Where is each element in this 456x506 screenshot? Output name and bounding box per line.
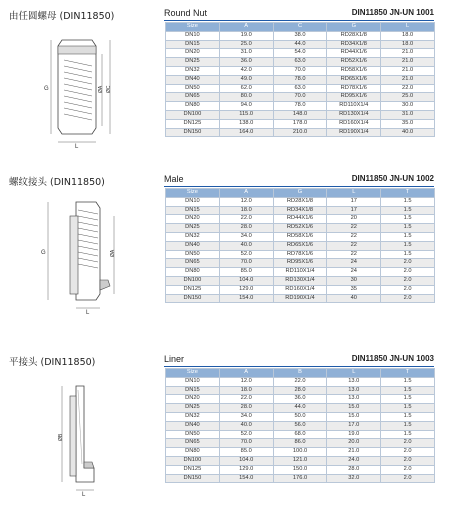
table-cell: 40 [327,294,381,303]
column-header: L [327,369,381,378]
table-cell: DN15 [166,386,220,395]
section-en-title: Male [164,174,184,184]
table-cell: 1.5 [381,241,435,250]
table-cell: RD95X1/6 [327,93,381,102]
table-row [166,259,435,268]
table-cell: RD52X1/6 [273,224,327,233]
table-cell: RD44X1/6 [327,49,381,58]
table-row [166,430,435,439]
table-cell: 1.5 [381,430,435,439]
column-header: T [381,369,435,378]
table-cell: 40.0 [219,241,273,250]
table-cell: 35 [327,285,381,294]
table-cell: 49.0 [219,75,273,84]
table-cell: 17.0 [327,421,381,430]
table-row [166,49,435,58]
table-cell: DN100 [166,276,220,285]
table-cell: DN50 [166,250,220,259]
table-row [166,215,435,224]
table-cell: 20 [327,215,381,224]
table-cell: DN100 [166,110,220,119]
liner-table [165,368,435,483]
table-cell: DN15 [166,40,220,49]
table-cell: DN125 [166,465,220,474]
table-cell: 19.0 [219,31,273,40]
drawing-label-a: ØA [110,249,116,257]
table-cell: RD78X1/6 [273,250,327,259]
table-cell: 40.0 [219,421,273,430]
table-row [166,93,435,102]
section-code: DIN11850 JN-UN 1001 [351,8,434,17]
table-cell: 1.5 [381,377,435,386]
table-cell: RD130X1/4 [273,276,327,285]
table-cell: 68.0 [273,430,327,439]
liner-drawing [34,378,124,498]
table-cell: 24 [327,268,381,277]
table-row [166,377,435,386]
table-cell: DN32 [166,412,220,421]
section-en-title: Liner [164,354,185,364]
column-header: B [273,369,327,378]
table-cell: DN80 [166,102,220,111]
table-cell: 148.0 [273,110,327,119]
table-cell: 22.0 [381,84,435,93]
table-cell: 129.0 [219,465,273,474]
table-cell: 25.0 [381,93,435,102]
table-cell: 85.0 [219,268,273,277]
section-code: DIN11850 JN-UN 1002 [351,174,434,183]
table-cell: 2.0 [381,276,435,285]
table-cell: 12.0 [219,197,273,206]
table-cell: 36.0 [219,58,273,67]
table-row [166,412,435,421]
table-cell: 210.0 [273,128,327,137]
table-cell: 28.0 [327,465,381,474]
table-cell: DN125 [166,119,220,128]
table-row [166,102,435,111]
table-cell: 176.0 [273,474,327,483]
table-cell: 2.0 [381,448,435,457]
table-cell: 129.0 [219,285,273,294]
table-row [166,395,435,404]
drawing-label-g: G [41,250,46,256]
table-cell: 94.0 [219,102,273,111]
table-cell: 52.0 [219,250,273,259]
table-cell: 13.0 [327,377,381,386]
table-cell: DN15 [166,206,220,215]
table-cell: 18.0 [219,386,273,395]
table-row [166,439,435,448]
table-cell: 80.0 [219,93,273,102]
table-cell: 25.0 [219,40,273,49]
table-cell: 1.5 [381,386,435,395]
table-row [166,31,435,40]
table-row [166,206,435,215]
table-header-row [166,23,435,32]
table-cell: RD190X1/4 [327,128,381,137]
table-cell: 13.0 [327,386,381,395]
table-cell: DN25 [166,404,220,413]
table-row [166,404,435,413]
table-cell: DN20 [166,49,220,58]
table-row [166,268,435,277]
table-cell: 17 [327,197,381,206]
table-cell: 30.0 [381,102,435,111]
column-header: A [219,369,273,378]
table-cell: 12.0 [219,377,273,386]
table-cell: 2.0 [381,439,435,448]
table-cell: RD95X1/6 [273,259,327,268]
table-cell: DN150 [166,294,220,303]
table-cell: DN25 [166,58,220,67]
table-cell: RD160X1/4 [327,119,381,128]
table-cell: 42.0 [219,66,273,75]
section-cn-title: 螺纹接头 (DIN11850) [9,177,105,188]
table-cell: 34.0 [219,232,273,241]
table-cell: 22.0 [219,215,273,224]
table-row [166,84,435,93]
table-cell: 24 [327,259,381,268]
table-cell: 22 [327,241,381,250]
table-cell: 138.0 [219,119,273,128]
table-cell: RD44X1/6 [273,215,327,224]
table-cell: DN80 [166,268,220,277]
table-cell: 100.0 [273,448,327,457]
section-rule [164,186,434,187]
table-cell: 78.0 [273,75,327,84]
table-cell: 1.5 [381,224,435,233]
table-cell: 2.0 [381,285,435,294]
table-cell: 56.0 [273,421,327,430]
table-cell: 22 [327,232,381,241]
table-cell: DN32 [166,66,220,75]
table-cell: RD34X1/8 [273,206,327,215]
table-cell: DN65 [166,439,220,448]
table-cell: 178.0 [273,119,327,128]
table-cell: 17 [327,206,381,215]
table-row [166,465,435,474]
table-row [166,474,435,483]
section-rule [164,366,434,367]
table-cell: 70.0 [273,93,327,102]
table-row [166,421,435,430]
drawing-label-l: L [86,310,90,314]
table-cell: DN65 [166,259,220,268]
table-cell: DN32 [166,232,220,241]
table-cell: 28.0 [219,404,273,413]
table-cell: 21.0 [327,448,381,457]
table-row [166,456,435,465]
table-cell: DN150 [166,474,220,483]
table-cell: 2.0 [381,259,435,268]
column-header: G [273,189,327,198]
table-cell: DN10 [166,31,220,40]
table-row [166,58,435,67]
table-cell: 154.0 [219,474,273,483]
column-header: A [219,189,273,198]
table-row [166,119,435,128]
table-row [166,386,435,395]
drawing-label-g: G [44,86,49,92]
table-cell: DN10 [166,377,220,386]
table-cell: DN20 [166,215,220,224]
table-cell: 18.0 [381,40,435,49]
table-cell: 1.5 [381,395,435,404]
table-cell: 86.0 [273,439,327,448]
section-en-title: Round Nut [164,8,208,18]
table-row [166,448,435,457]
table-cell: 1.5 [381,197,435,206]
table-cell: 44.0 [273,40,327,49]
table-cell: 115.0 [219,110,273,119]
table-cell: 1.5 [381,215,435,224]
male-table [165,188,435,303]
table-cell: RD110X1/4 [273,268,327,277]
table-cell: DN40 [166,241,220,250]
table-cell: 62.0 [219,84,273,93]
table-cell: 1.5 [381,404,435,413]
table-cell: DN80 [166,448,220,457]
table-cell: 70.0 [219,439,273,448]
table-cell: DN25 [166,224,220,233]
table-header-row [166,189,435,198]
column-header: A [219,23,273,32]
table-cell: DN50 [166,84,220,93]
section-cn-title: 平接头 (DIN11850) [9,357,96,368]
table-cell: 22.0 [273,377,327,386]
table-cell: 2.0 [381,474,435,483]
section-rule [164,20,434,21]
table-cell: 2.0 [381,294,435,303]
table-cell: RD58X1/6 [327,66,381,75]
table-cell: RD65X1/6 [327,75,381,84]
table-cell: RD52X1/6 [327,58,381,67]
table-cell: 21.0 [381,49,435,58]
table-cell: 52.0 [219,430,273,439]
male-drawing [34,194,124,314]
table-cell: 54.0 [273,49,327,58]
table-cell: 24.0 [327,456,381,465]
table-cell: 22 [327,224,381,233]
table-cell: 30 [327,276,381,285]
table-cell: RD78X1/6 [327,84,381,93]
column-header: T [381,189,435,198]
table-cell: 18.0 [381,31,435,40]
table-cell: 31.0 [219,49,273,58]
table-row [166,250,435,259]
table-row [166,75,435,84]
table-cell: 21.0 [381,75,435,84]
table-header-row [166,369,435,378]
table-cell: RD130X1/4 [327,110,381,119]
column-header: Size [166,369,220,378]
table-row [166,197,435,206]
table-row [166,128,435,137]
column-header: L [381,23,435,32]
table-row [166,66,435,75]
table-cell: 31.0 [381,110,435,119]
table-cell: 104.0 [219,276,273,285]
table-cell: DN20 [166,395,220,404]
table-cell: DN50 [166,430,220,439]
table-cell: 28.0 [219,224,273,233]
table-cell: 1.5 [381,250,435,259]
drawing-label-a: ØA [98,85,104,93]
table-cell: 1.5 [381,206,435,215]
table-cell: 164.0 [219,128,273,137]
table-cell: RD110X1/4 [327,102,381,111]
table-cell: 34.0 [219,412,273,421]
drawing-label-l: L [75,144,79,150]
table-row [166,224,435,233]
drawing-label-l: L [82,492,86,498]
round-nut-drawing [34,30,124,150]
drawing-label-b: ØB [58,433,64,441]
table-cell: DN100 [166,456,220,465]
column-header: C [273,23,327,32]
table-cell: 22.0 [219,395,273,404]
table-cell: DN65 [166,93,220,102]
table-cell: 1.5 [381,232,435,241]
table-cell: 21.0 [381,66,435,75]
table-cell: RD34X1/8 [327,40,381,49]
table-cell: DN125 [166,285,220,294]
table-cell: 28.0 [273,386,327,395]
table-cell: 70.0 [219,259,273,268]
table-cell: 154.0 [219,294,273,303]
table-cell: 63.0 [273,84,327,93]
table-cell: 18.0 [219,206,273,215]
table-cell: RD190X1/4 [273,294,327,303]
table-cell: DN10 [166,197,220,206]
column-header: Size [166,189,220,198]
section-cn-title: 由任圆螺母 (DIN11850) [9,11,115,22]
table-cell: DN40 [166,421,220,430]
table-cell: 13.0 [327,395,381,404]
table-cell: RD58X1/6 [273,232,327,241]
column-header: G [327,23,381,32]
table-cell: 1.5 [381,421,435,430]
table-cell: DN150 [166,128,220,137]
table-row [166,232,435,241]
table-cell: 35.0 [381,119,435,128]
column-header: Size [166,23,220,32]
table-cell: 1.5 [381,412,435,421]
table-cell: 50.0 [273,412,327,421]
table-cell: 70.0 [273,66,327,75]
table-cell: 19.0 [327,430,381,439]
column-header: L [327,189,381,198]
table-row [166,110,435,119]
table-row [166,294,435,303]
table-row [166,276,435,285]
table-cell: 15.0 [327,404,381,413]
table-cell: 32.0 [327,474,381,483]
table-cell: 20.0 [327,439,381,448]
table-row [166,241,435,250]
table-cell: 2.0 [381,456,435,465]
table-cell: 2.0 [381,465,435,474]
table-row [166,285,435,294]
section-code: DIN11850 JN-UN 1003 [351,354,434,363]
table-cell: 44.0 [273,404,327,413]
table-cell: 85.0 [219,448,273,457]
table-cell: 121.0 [273,456,327,465]
table-cell: 150.0 [273,465,327,474]
table-cell: 2.0 [381,268,435,277]
table-cell: RD65X1/6 [273,241,327,250]
table-cell: 63.0 [273,58,327,67]
table-row [166,40,435,49]
table-cell: RD28X1/8 [273,197,327,206]
table-cell: 36.0 [273,395,327,404]
drawing-label-c: ØC [106,85,112,93]
table-cell: 40.0 [381,128,435,137]
table-cell: DN40 [166,75,220,84]
table-cell: 22 [327,250,381,259]
round-nut-table [165,22,435,137]
table-cell: 15.0 [327,412,381,421]
table-cell: 78.0 [273,102,327,111]
table-cell: 21.0 [381,58,435,67]
table-cell: RD28X1/8 [327,31,381,40]
table-cell: 38.0 [273,31,327,40]
table-cell: 104.0 [219,456,273,465]
table-cell: RD160X1/4 [273,285,327,294]
